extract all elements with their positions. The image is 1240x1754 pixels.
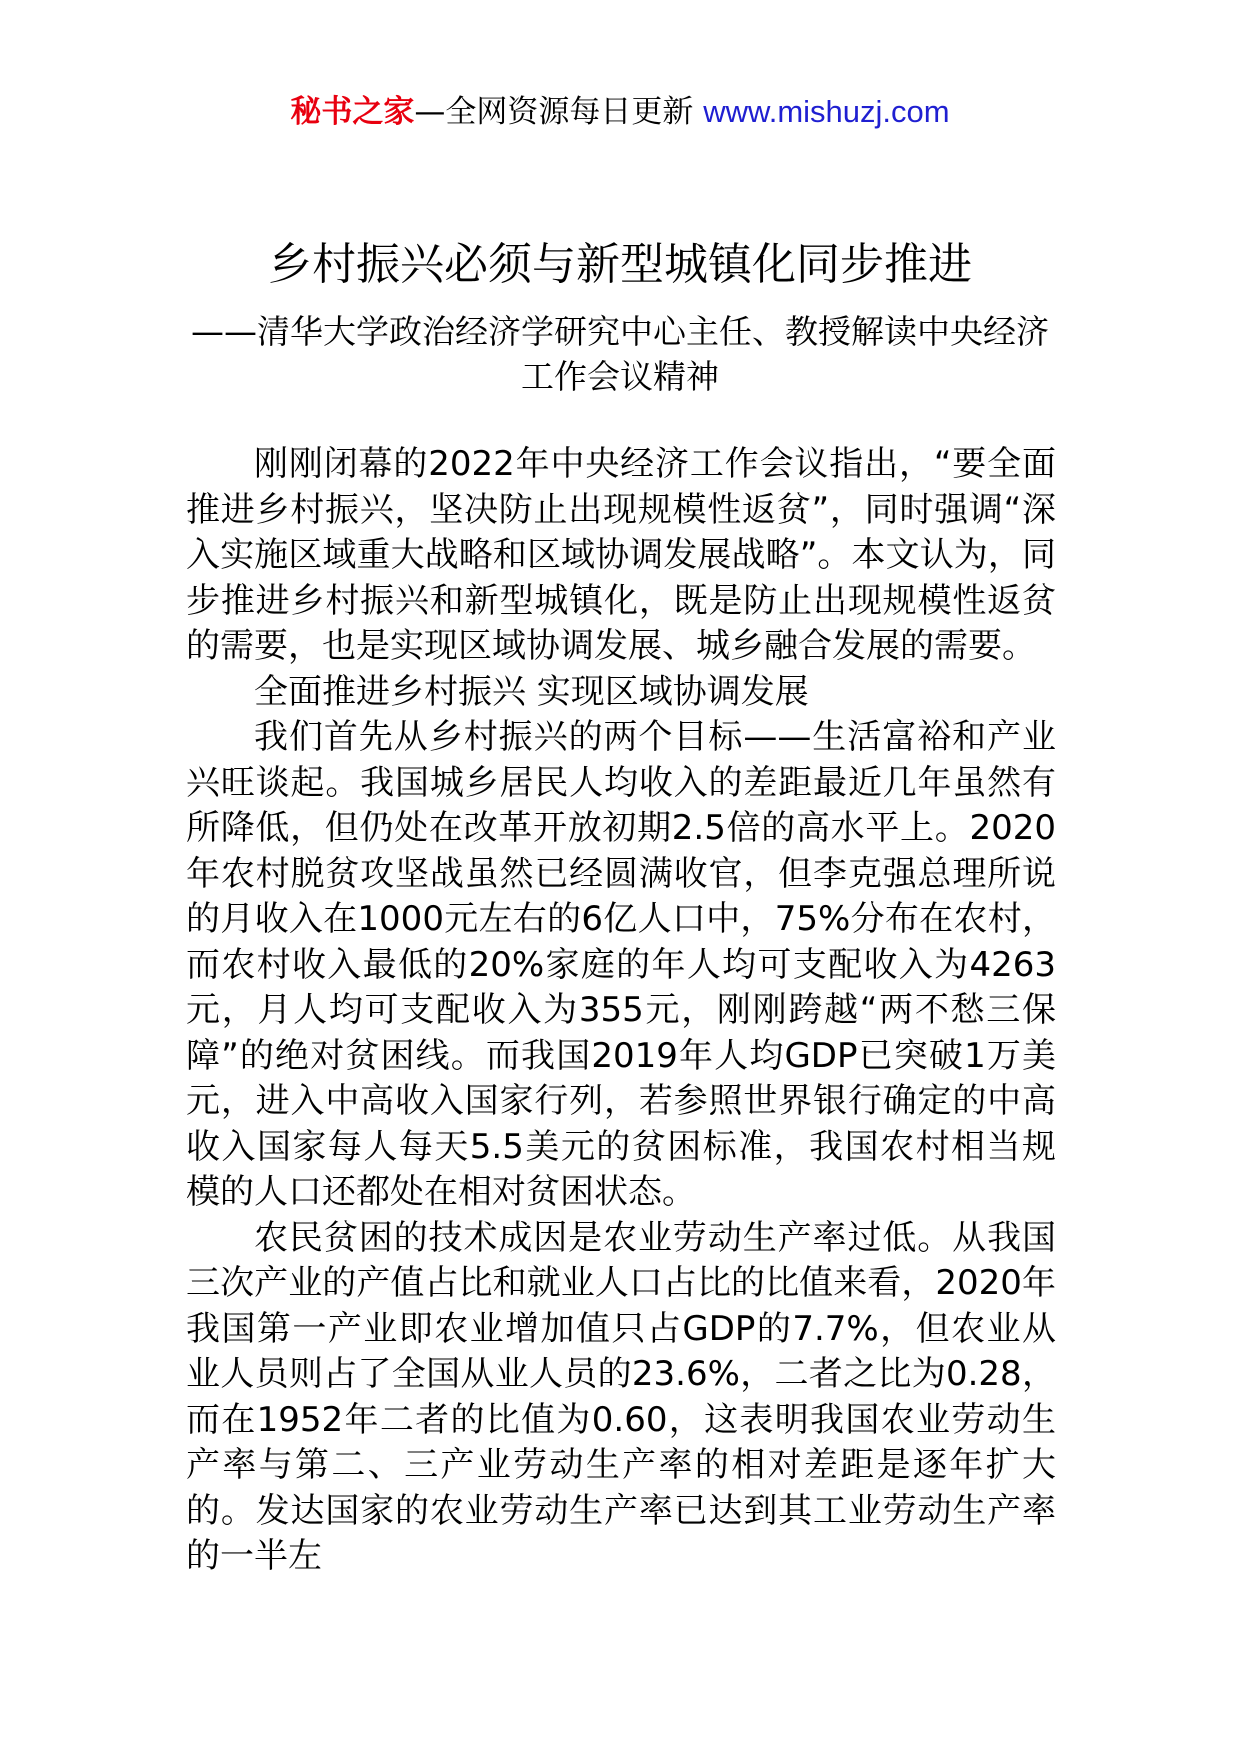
section-heading: 全面推进乡村振兴 实现区域协调发展 xyxy=(254,671,809,712)
paragraph-intro: 刚刚闭幕的2022年中央经济工作会议指出，“要全面推进乡村振兴，坚决防止出现规模性返贫”，同时强调“深入实施区域重大战略和区域协调发展战略”。本文认为，同步推进乡村振兴和新型城镇化，既是防止出现规模性返贫的需要，也是实现区域协调发展、城乡融合发展的需要。 xyxy=(186,444,1056,666)
document-title: 乡村振兴必须与新型城镇化同步推进 xyxy=(268,239,972,290)
site-brand: 秘书之家 xyxy=(290,94,415,130)
paragraph-rural-income: 我们首先从乡村振兴的两个目标——生活富裕和产业兴旺谈起。我国城乡居民人均收入的差距最近几年虽然有所降低，但仍处在改革开放初期2.5倍的高水平上。2020年农村脱贫攻坚战虽然已经圆满收官，但李克强总理所说的月收入在1000元左右的6亿人口中，75%分布在农村，而农村收入最低的20%家庭的年人均可支配收入为4263元，月人均可支配收入为355元，刚刚跨越“两不愁三保障”的绝对贫困线。而我国2019年人均GDP已突破1万美元，进入中高收入国家行列，若参照世界银行确定的中高收入国家每人每天5.5美元的贫困标准，我国农村相当规模的人口还都处在相对贫困状态。 xyxy=(186,717,1056,1212)
site-header xyxy=(0,90,1240,134)
paragraph-productivity: 农民贫困的技术成因是农业劳动生产率过低。从我国三次产业的产值占比和就业人口占比的比值来看，2020年我国第一产业即农业增加值只占GDP的7.7%，但农业从业人员则占了全国从业人员的23.6%，二者之比为0.28，而在1952年二者的比值为0.60，这表明我国农业劳动生产率与第二、三产业劳动生产率的相对差距是逐年扩大的。发达国家的农业劳动生产率已达到其工业劳动生产率的一半左 xyxy=(186,1217,1056,1576)
site-url-link[interactable]: www.mishuzj.com xyxy=(703,94,950,129)
document-subtitle: ——清华大学政治经济学研究中心主任、教授解读中央经济工作会议精神 xyxy=(191,312,1049,396)
document-body xyxy=(186,442,1056,1580)
site-tagline: —全网资源每日更新 xyxy=(414,94,704,130)
